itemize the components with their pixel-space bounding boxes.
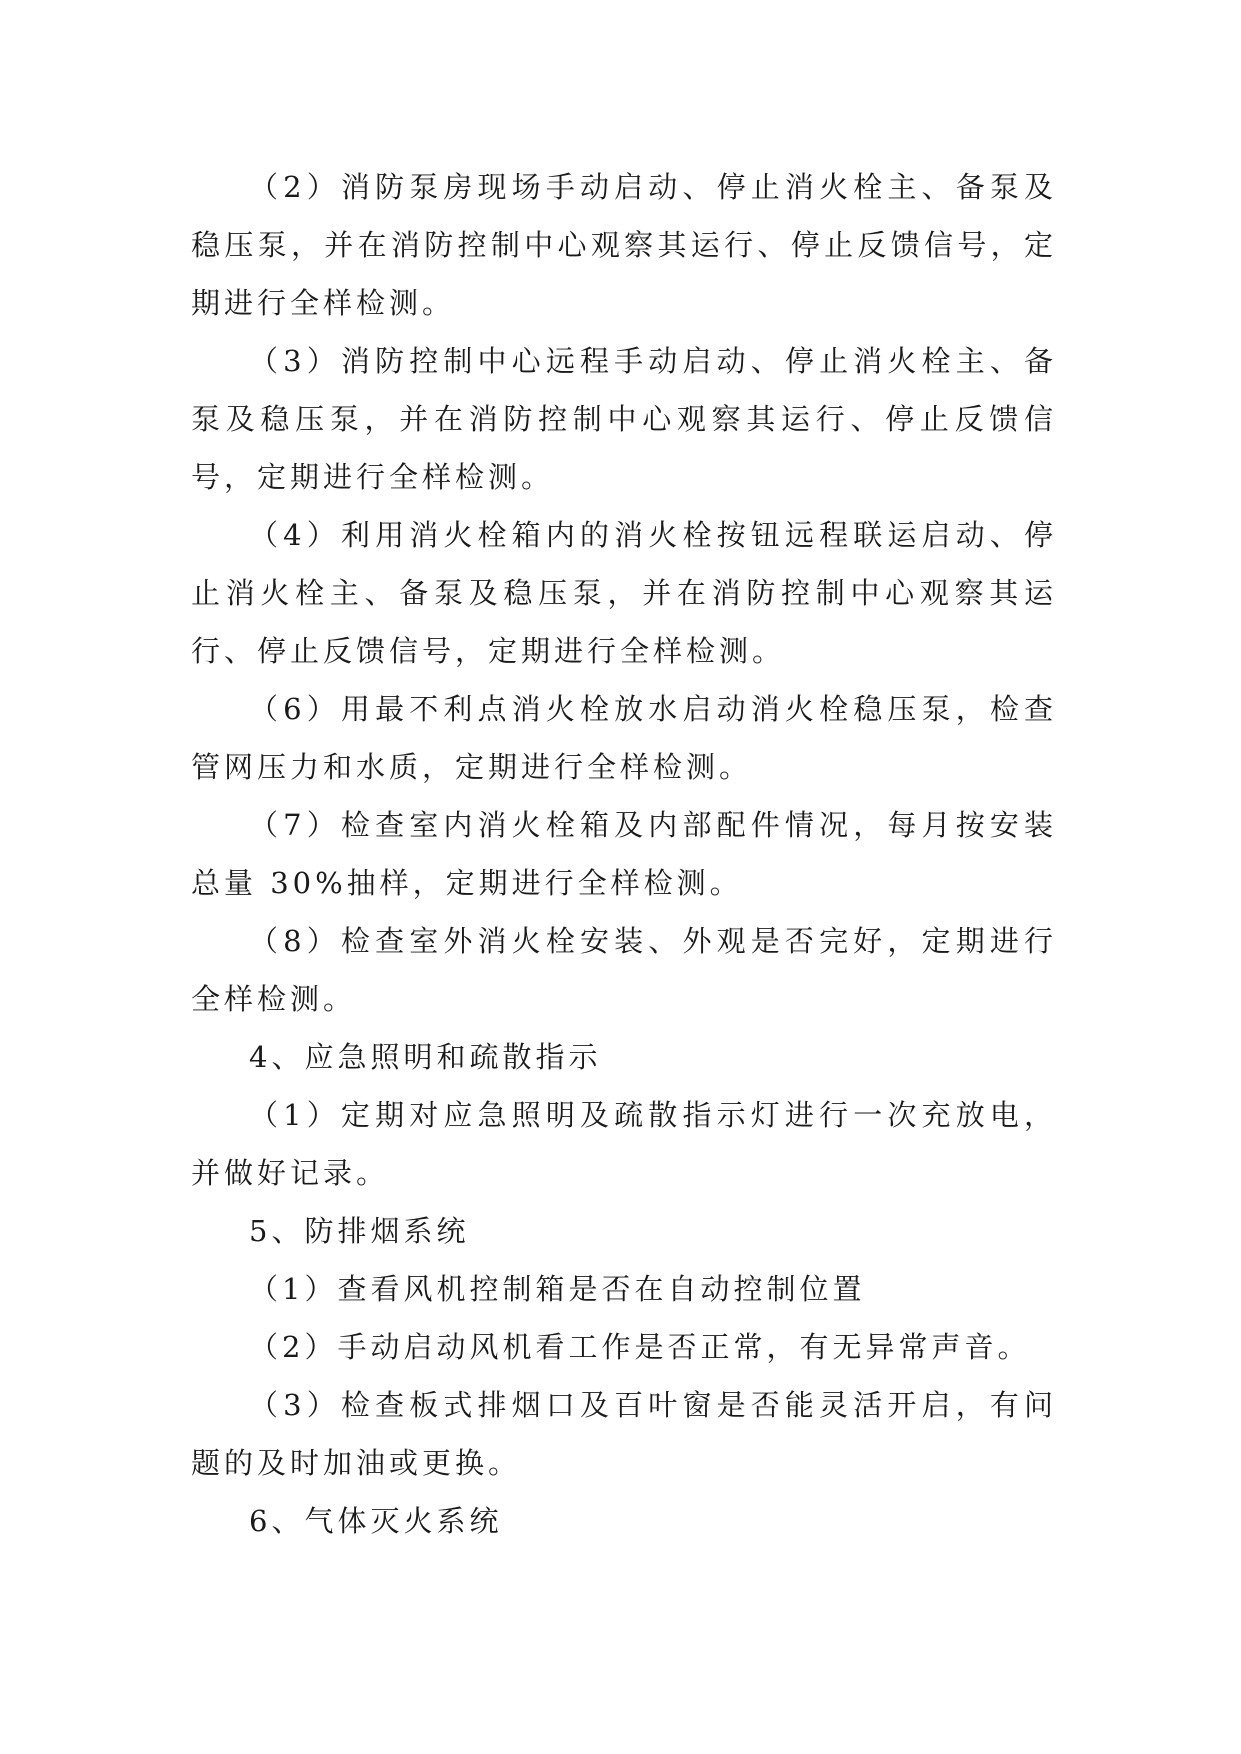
paragraph-smoke-vent-check: （3）检查板式排烟口及百叶窗是否能灵活开启，有问题的及时加油或更换。 bbox=[191, 1388, 1057, 1480]
paragraph-pump-room-manual: （2）消防泵房现场手动启动、停止消火栓主、备泵及稳压泵，并在消防控制中心观察其运行、停止反馈信号，定期进行全样检测。 bbox=[191, 170, 1057, 320]
paragraph-hydrant-button: （4）利用消火栓箱内的消火栓按钮远程联运启动、停止消火栓主、备泵及稳压泵，并在消防控制中心观察其运行、停止反馈信号，定期进行全样检测。 bbox=[191, 518, 1057, 668]
paragraph-fan-control-box: （1）查看风机控制箱是否在自动控制位置 bbox=[249, 1272, 866, 1306]
paragraph-outdoor-hydrant-check: （8）检查室外消火栓安装、外观是否完好，定期进行全样检测。 bbox=[191, 924, 1057, 1016]
paragraph-control-center-remote: （3）消防控制中心远程手动启动、停止消火栓主、备泵及稳压泵，并在消防控制中心观察其运行、停止反馈信号，定期进行全样检测。 bbox=[191, 344, 1057, 494]
document-body bbox=[191, 158, 1057, 1550]
section-heading-emergency-lighting: 4、应急照明和疏散指示 bbox=[249, 1040, 602, 1074]
section-heading-gas-extinguishing: 6、气体灭火系统 bbox=[249, 1504, 503, 1538]
paragraph-least-favorable-hydrant: （6）用最不利点消火栓放水启动消火栓稳压泵，检查管网压力和水质，定期进行全样检测。 bbox=[191, 692, 1057, 784]
paragraph-fan-manual-start: （2）手动启动风机看工作是否正常，有无异常声音。 bbox=[249, 1330, 1031, 1364]
paragraph-indoor-hydrant-check: （7）检查室内消火栓箱及内部配件情况，每月按安装总量 30%抽样，定期进行全样检测。 bbox=[191, 808, 1057, 900]
section-heading-smoke-control: 5、防排烟系统 bbox=[249, 1214, 470, 1248]
paragraph-lighting-charge: （1）定期对应急照明及疏散指示灯进行一次充放电，并做好记录。 bbox=[191, 1098, 1057, 1190]
